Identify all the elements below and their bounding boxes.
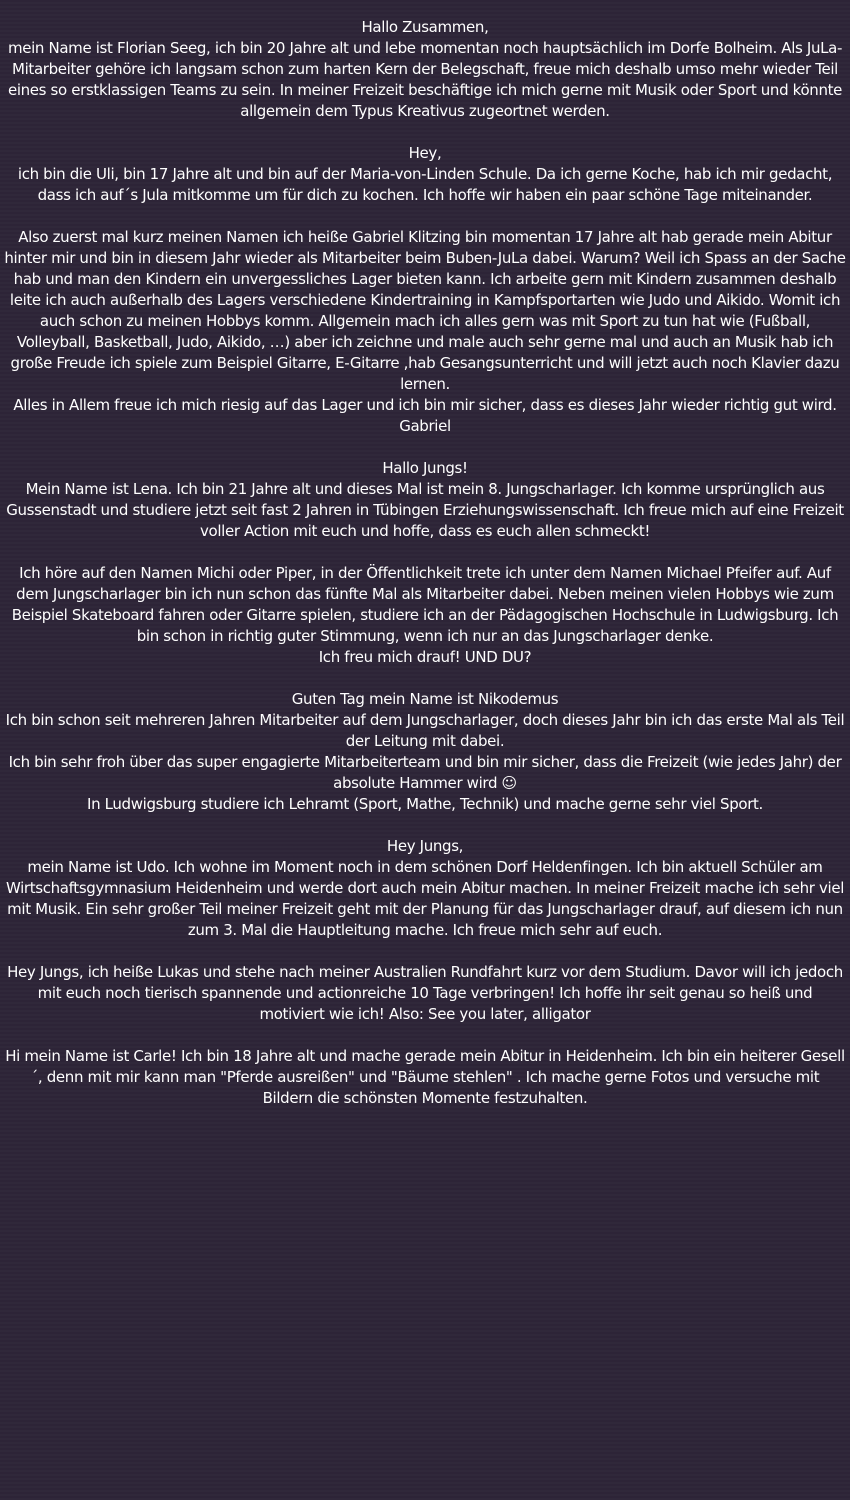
intro-lukas: [4, 962, 846, 1025]
paragraph: Ich bin schon seit mehreren Jahren Mitarbeiter auf dem Jungscharlager, doch dieses Jahr bin ich das erste Mal als Teil der Leitung mit dabei.: [5, 711, 845, 750]
intro-nikodemus: [4, 689, 846, 815]
intro-florian: [4, 17, 846, 122]
paragraph: Ich bin sehr froh über das super engagierte Mitarbeiterteam und bin mir sicher, dass die Freizeit (wie jedes Jahr) der absolute Hammer wird ☺: [8, 753, 842, 792]
intro-michi: [4, 563, 846, 668]
paragraph: Mein Name ist Lena. Ich bin 21 Jahre alt und dieses Mal ist mein 8. Jungscharlager. Ich komme ursprünglich aus Gussenstadt und studiere jetzt seit fast 2 Jahren in Tübingen Erziehungswissenschaft. Ich freue mich auf eine Freizeit voller Action mit euch und hoffe, dass es euch allen schmeckt!: [6, 480, 844, 540]
paragraph: Hi mein Name ist Carle! Ich bin 18 Jahre alt und mache gerade mein Abitur in Heidenheim. Ich bin ein heiterer Gesell´, denn mit mir kann man "Pferde ausreißen" und "Bäume stehlen" . Ich mache gerne Fotos und versuche mit Bildern die schönsten Momente festzuhalten.: [5, 1047, 845, 1107]
paragraph: Hey Jungs, ich heiße Lukas und stehe nach meiner Australien Rundfahrt kurz vor dem Studium. Davor will ich jedoch mit euch noch tierisch spannende und actionreiche 10 Tage verbringen! Ich hoffe ihr seit genau so heiß und motiviert wie ich! Also: See you later, alligator: [7, 963, 843, 1023]
paragraph: mein Name ist Udo. Ich wohne im Moment noch in dem schönen Dorf Heldenfingen. Ich bin aktuell Schüler am Wirtschaftsgymnasium Heidenheim und werde dort auch mein Abitur machen. In meiner Freizeit mache ich sehr viel mit Musik. Ein sehr großer Teil meiner Freizeit geht mit der Planung für das Jungscharlager drauf, auf diesem ich nun zum 3. Mal die Hauptleitung mache. Ich freue mich sehr auf euch.: [5, 858, 845, 939]
paragraph: Alles in Allem freue ich mich riesig auf das Lager und ich bin mir sicher, dass es dieses Jahr wieder richtig gut wird.: [13, 396, 837, 414]
paragraph: Ich höre auf den Namen Michi oder Piper, in der Öffentlichkeit trete ich unter dem Namen Michael Pfeifer auf. Auf dem Jungscharlager bin ich nun schon das fünfte Mal als Mitarbeiter dabei. Neben meinen vielen Hobbys wie zum Beispiel Skateboard fahren oder Gitarre spielen, studiere ich an der Pädagogischen Hochschule in Ludwigsburg. Ich bin schon in richtig guter Stimmung, wenn ich nur an das Jungscharlager denke.: [11, 564, 839, 645]
intro-udo: [4, 836, 846, 941]
greeting: Hallo Jungs!: [382, 459, 468, 477]
paragraph: In Ludwigsburg studiere ich Lehramt (Sport, Mathe, Technik) und mache gerne sehr viel Sport.: [87, 795, 763, 813]
signature: Gabriel: [399, 417, 451, 435]
paragraph: ich bin die Uli, bin 17 Jahre alt und bin auf der Maria-von-Linden Schule. Da ich gerne Koche, hab ich mir gedacht, dass ich auf´s Jula mitkomme um für dich zu kochen. Ich hoffe wir haben ein paar schöne Tage miteinander.: [17, 165, 833, 204]
greeting: Guten Tag mein Name ist Nikodemus: [291, 690, 559, 708]
greeting: Hey Jungs,: [386, 837, 464, 855]
intro-lena: [4, 458, 846, 542]
paragraph: mein Name ist Florian Seeg, ich bin 20 Jahre alt und lebe momentan noch hauptsächlich im Dorfe Bolheim. Als JuLa-Mitarbeiter gehöre ich langsam schon zum harten Kern der Belegschaft, freue mich deshalb umso mehr wieder Teil eines so erstklassigen Teams zu sein. In meiner Freizeit beschäftige ich mich gerne mit Musik oder Sport und könnte allgemein dem Typus Kreativus zugeortnet werden.: [7, 39, 843, 120]
intro-carle: [4, 1046, 846, 1109]
intro-uli: [4, 143, 846, 206]
intro-gabriel: [4, 227, 846, 437]
closing-line: Ich freu mich drauf! UND DU?: [318, 648, 532, 666]
paragraph: Also zuerst mal kurz meinen Namen ich heiße Gabriel Klitzing bin momentan 17 Jahre alt hab gerade mein Abitur hinter mir und bin in diesem Jahr wieder als Mitarbeiter beim Buben-JuLa dabei. Warum? Weil ich Spass an der Sache hab und man den Kindern ein unvergessliches Lager bieten kann. Ich arbeite gern mit Kindern zusammen deshalb leite ich auch außerhalb des Lagers verschiedene Kindertraining in Kampfsportarten wie Judo und Aikido. Womit ich auch schon zu meinen Hobbys komm. Allgemein mach ich alles gern was mit Sport zu tun hat wie (Fußball, Volleyball, Basketball, Judo, Aikido, …) aber ich zeichne und male auch sehr gerne mal und auch an Musik hab ich große Freude ich spiele zum Beispiel Gitarre, E-Gitarre ,hab Gesangsunterricht und will jetzt auch noch Klavier dazu lernen.: [4, 228, 846, 393]
greeting: Hey,: [408, 144, 442, 162]
greeting: Hallo Zusammen,: [361, 18, 489, 36]
